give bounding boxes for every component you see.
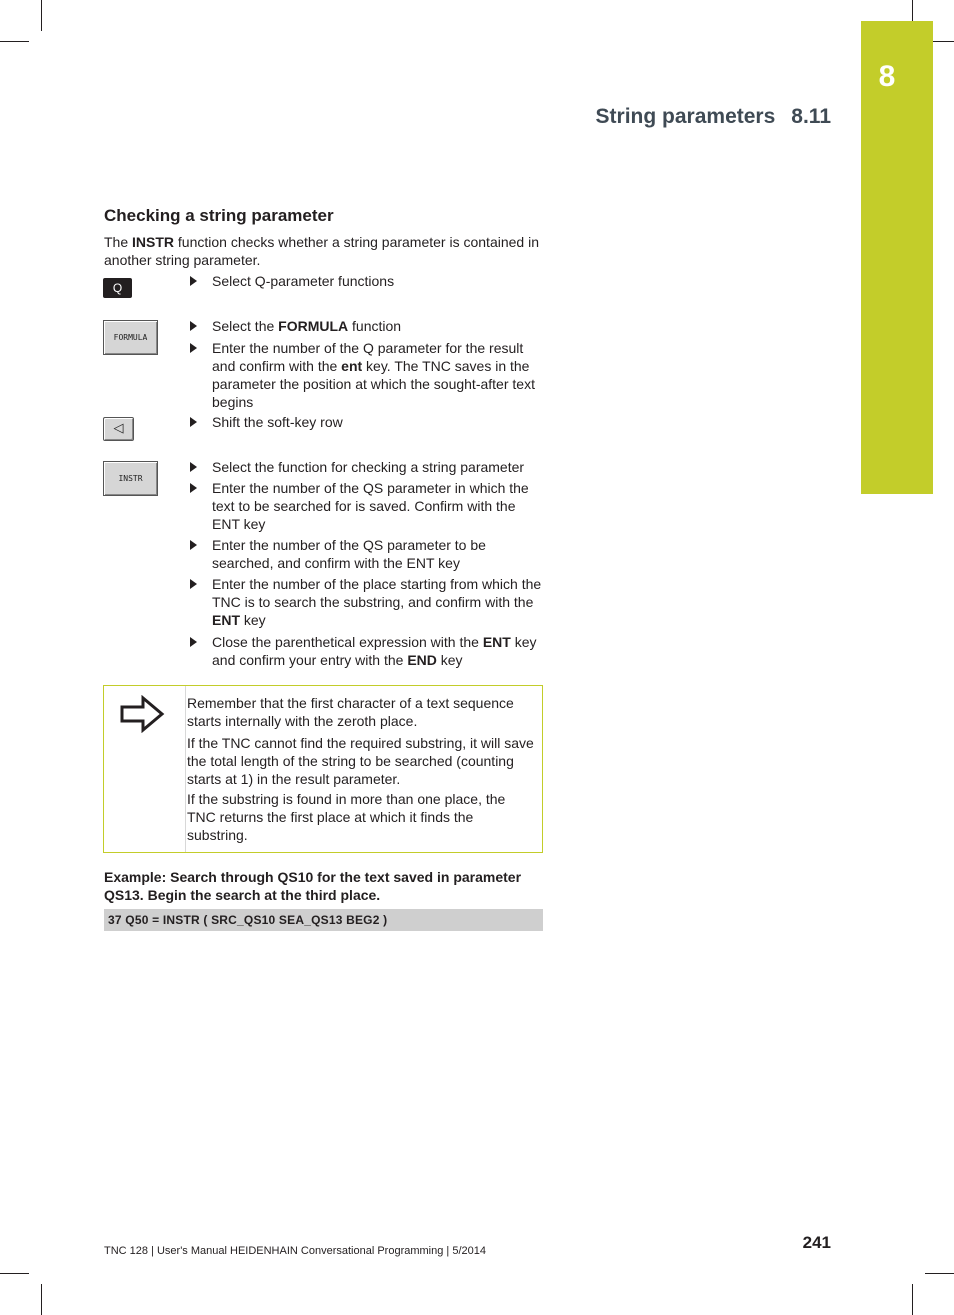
- code-block: [104, 909, 543, 931]
- bullet-arrow-icon: [190, 637, 197, 647]
- intro-text: The: [104, 234, 133, 250]
- step-text: Enter the number of the place starting from which the TNC is to search the substring, and confirm with the ENT key: [212, 576, 542, 628]
- intro-keyword: INSTR: [132, 234, 175, 250]
- bullet-arrow-icon: [190, 540, 197, 550]
- bullet-arrow-icon: [190, 462, 197, 472]
- crop-mark: [912, 1284, 913, 1315]
- example-heading: Example: Search through QS10 for the text saved in parameter QS13. Begin the search at the third place.: [104, 869, 522, 903]
- q-key-icon: Q: [103, 278, 132, 298]
- running-head-title: String parameters: [595, 105, 776, 128]
- step-text: Select the FORMULA function: [212, 318, 402, 334]
- intro-text: function checks whether a string parameter is contained in another string parameter.: [104, 234, 539, 268]
- step-text: Select the function for checking a string parameter: [212, 459, 525, 475]
- formula-softkey-icon: FORMULA: [103, 320, 158, 355]
- note-paragraph: If the substring is found in more than one place, the TNC returns the first place at which it finds the substring.: [187, 791, 506, 843]
- instr-softkey-icon: INSTR: [103, 461, 158, 496]
- chapter-number: 8: [878, 60, 896, 93]
- bullet-arrow-icon: [190, 417, 197, 427]
- page-number: 241: [802, 1233, 831, 1252]
- crop-mark: [912, 0, 913, 21]
- crop-mark: [925, 1273, 954, 1274]
- step-text: Enter the number of the QS parameter in which the text to be searched for is saved. Confirm with the ENT key: [212, 480, 529, 532]
- note-divider: [185, 686, 186, 852]
- shift-softkey-row-icon: ◁: [103, 417, 134, 441]
- step-text: Enter the number of the Q parameter for the result and confirm with the ent key. The TNC saves in the parameter the position at which the sought-after text begins: [212, 340, 535, 410]
- bullet-arrow-icon: [190, 343, 197, 353]
- running-head: [540, 104, 831, 130]
- step-text: Enter the number of the QS parameter to be searched, and confirm with the ENT key: [212, 537, 486, 571]
- crop-mark: [41, 1284, 42, 1315]
- section-title: Checking a string parameter: [104, 206, 334, 225]
- note-paragraph: If the TNC cannot find the required substring, it will save the total length of the string to be searched (counting starts at 1) in the result parameter.: [187, 735, 534, 787]
- footer-text: TNC 128 | User's Manual HEIDENHAIN Conversational Programming | 5/2014: [104, 1245, 486, 1257]
- step-text: Select Q-parameter functions: [212, 273, 395, 289]
- arrow-right-icon: [119, 695, 165, 733]
- step-text: Shift the soft-key row: [212, 414, 343, 430]
- bullet-arrow-icon: [190, 276, 197, 286]
- bullet-arrow-icon: [190, 321, 197, 331]
- bullet-arrow-icon: [190, 579, 197, 589]
- crop-mark: [0, 41, 29, 42]
- running-head-section: 8.11: [791, 105, 831, 128]
- intro-paragraph: [104, 233, 544, 269]
- code-line: 37 Q50 = INSTR ( SRC_QS10 SEA_QS13 BEG2 ): [108, 913, 388, 927]
- note-box: [103, 685, 543, 853]
- bullet-arrow-icon: [190, 483, 197, 493]
- note-paragraph: Remember that the first character of a text sequence starts internally with the zeroth place.: [187, 695, 514, 729]
- crop-mark: [41, 0, 42, 31]
- step-text: Close the parenthetical expression with the ENT key and confirm your entry with the END key: [212, 634, 537, 668]
- crop-mark: [0, 1273, 29, 1274]
